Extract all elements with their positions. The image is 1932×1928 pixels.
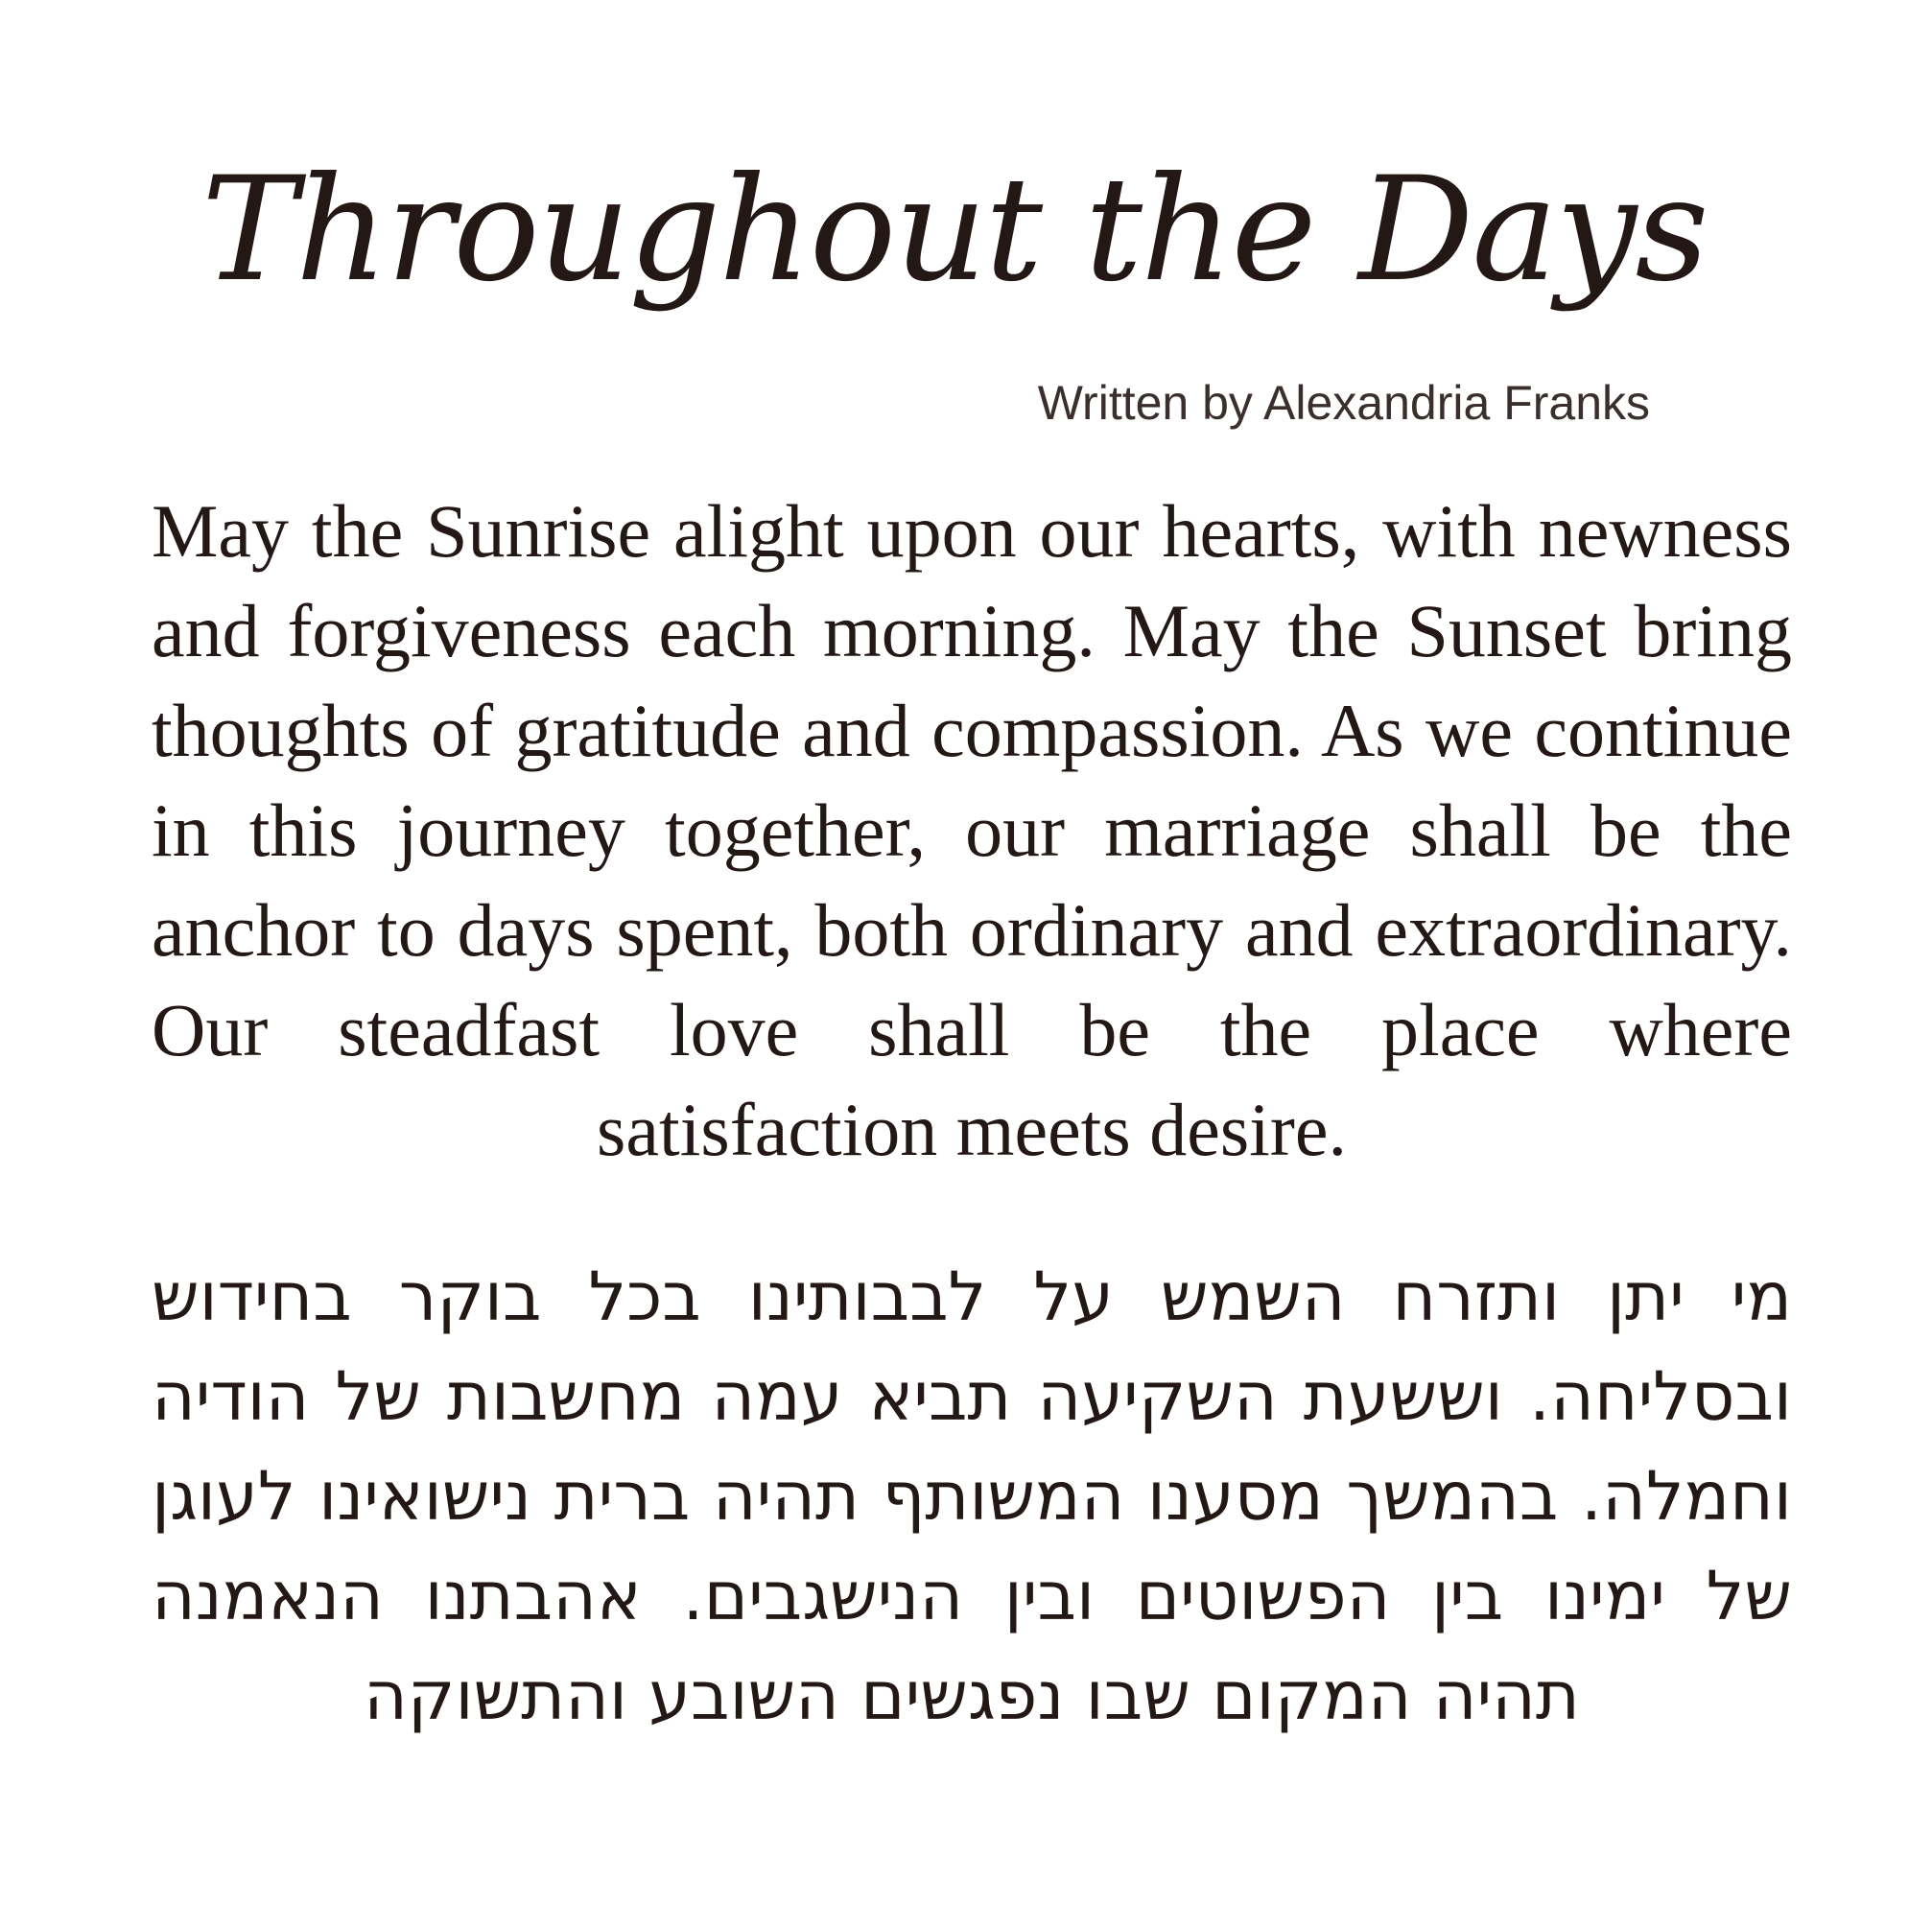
hebrew-verse: מי יתן ותזרח השמש על לבבותינו בכל בוקר בחידוש ובסליחה. וששעת השקיעה תביא עמה מחשבות של הודיה וחמלה. בהמשך מסענו המשותף תהיה ברית נישואינו לעוגן של ימינו בין הפשוטים ובין הנישגבים. אהבתנו הנאמנה תהיה המקום שבו נפגשים השובע והתשוקה <box>152 1258 1792 1735</box>
author-byline: Written by Alexandria Franks <box>1037 376 1650 430</box>
english-verse: May the Sunrise alight upon our hearts, with newness and forgiveness each morning. May the Sunset bring thoughts of gratitude and compassion. As we continue in this journey together, our marriage shall be the anchor to days spent, both ordinary and extraordinary. Our steadfast love shall be the place where satisfaction meets desire. <box>152 489 1792 1171</box>
document-title: Throughout the Days <box>201 147 1708 314</box>
